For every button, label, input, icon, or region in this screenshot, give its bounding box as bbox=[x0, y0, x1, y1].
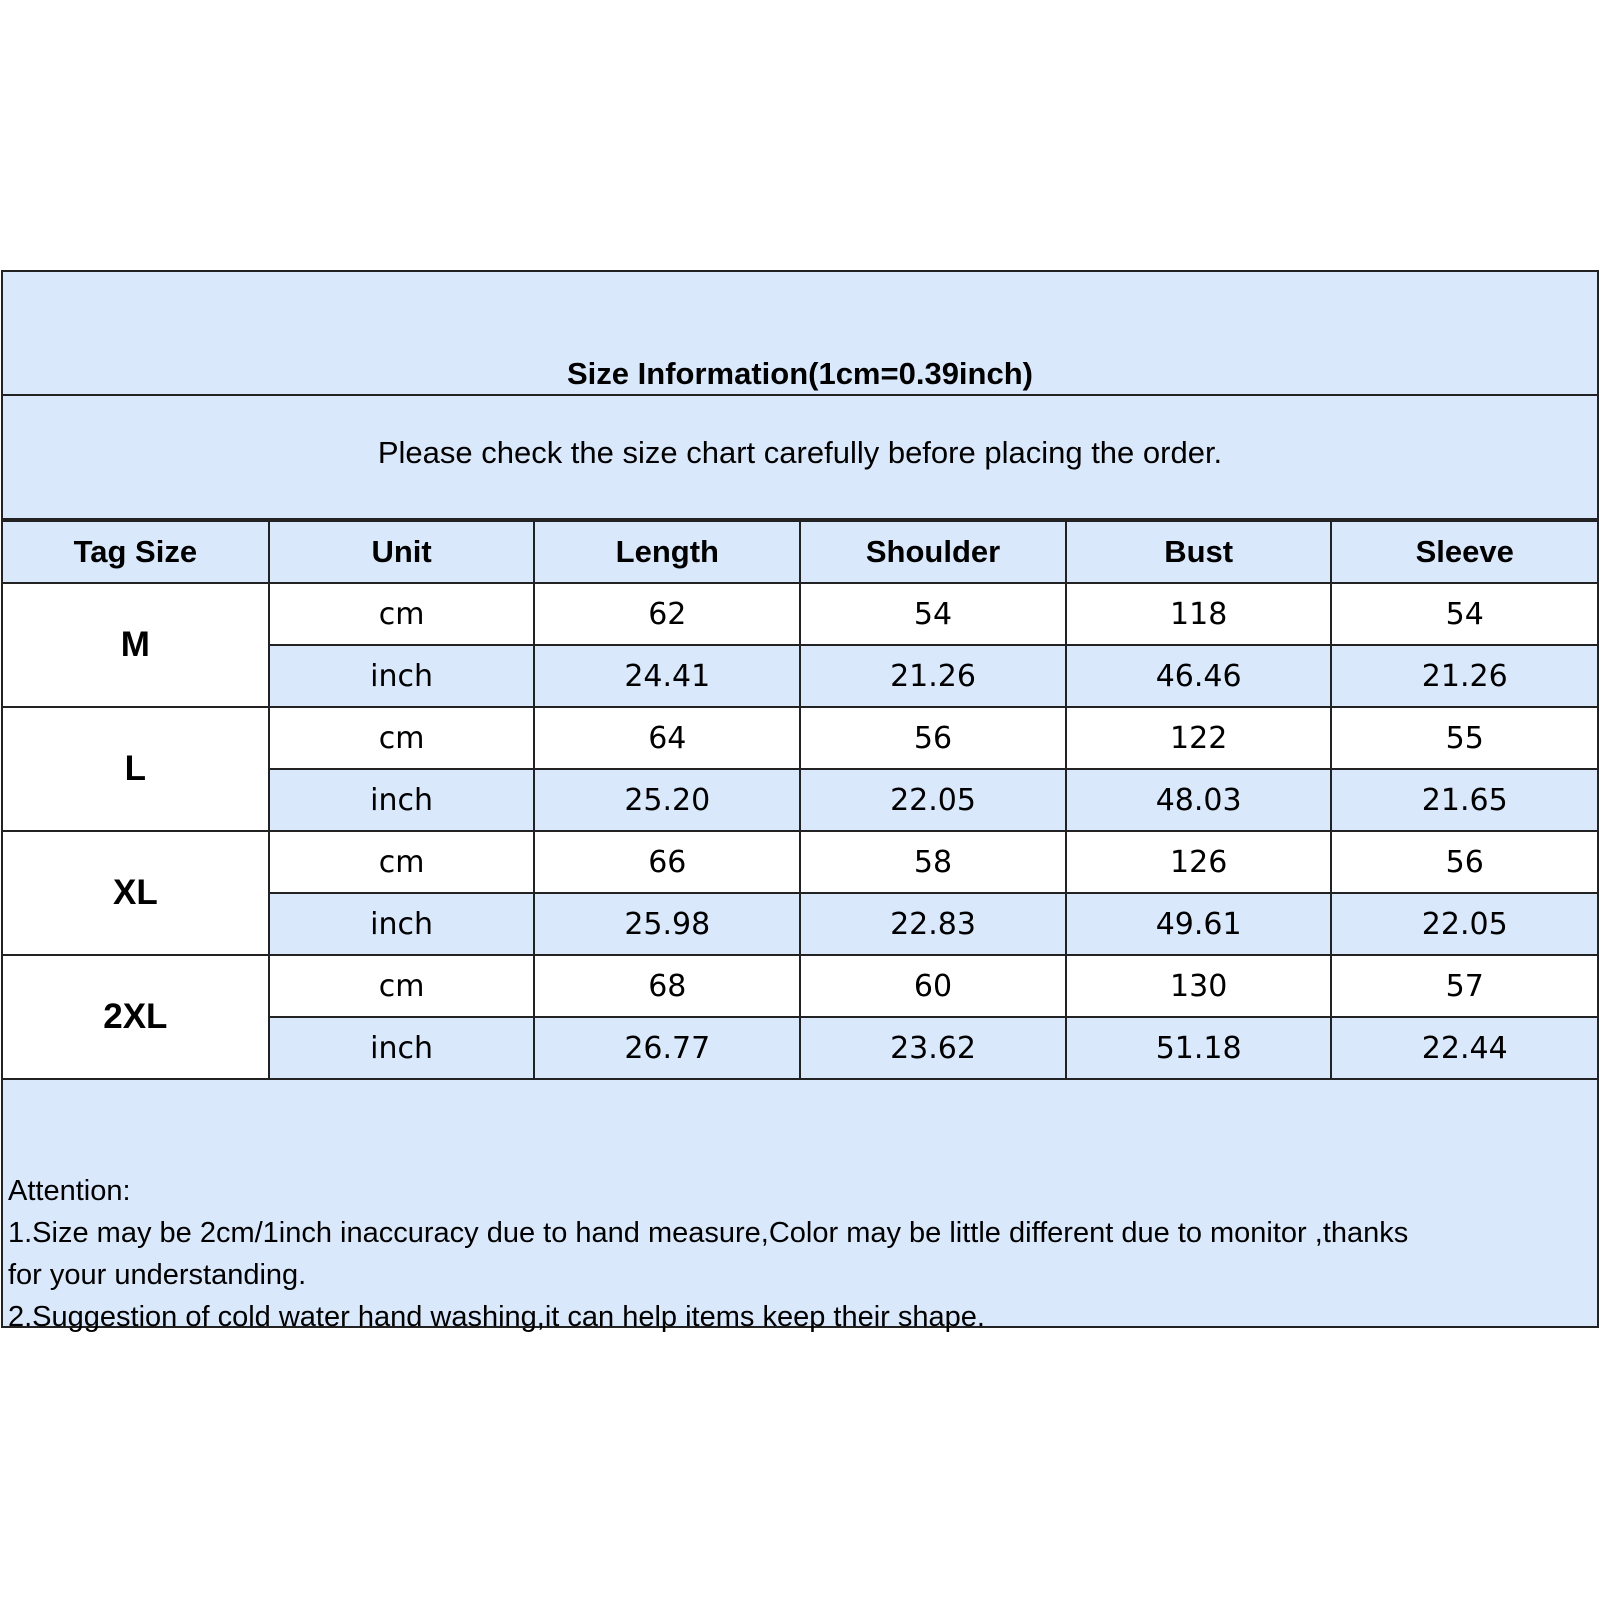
shoulder-cell: 21.26 bbox=[800, 645, 1066, 707]
attention-heading: Attention: bbox=[8, 1175, 131, 1207]
size-table bbox=[3, 520, 1597, 1080]
length-cell: 25.98 bbox=[534, 893, 800, 955]
attention-note-2: 2.Suggestion of cold water hand washing,it can help items keep their shape. bbox=[8, 1301, 985, 1333]
size-chart-sheet bbox=[1, 270, 1599, 1333]
shoulder-cell: 54 bbox=[800, 583, 1066, 645]
attention-note-1-cont: for your understanding. bbox=[8, 1259, 307, 1291]
sleeve-cell: 54 bbox=[1331, 583, 1597, 645]
attention-notes bbox=[3, 1080, 1597, 1333]
bust-cell: 122 bbox=[1066, 707, 1332, 769]
shoulder-cell: 22.05 bbox=[800, 769, 1066, 831]
shoulder-cell: 22.83 bbox=[800, 893, 1066, 955]
bust-cell: 118 bbox=[1066, 583, 1332, 645]
sleeve-cell: 55 bbox=[1331, 707, 1597, 769]
sleeve-cell: 21.65 bbox=[1331, 769, 1597, 831]
bust-cell: 46.46 bbox=[1066, 645, 1332, 707]
unit-cell: cm bbox=[269, 583, 535, 645]
header-unit: Unit bbox=[269, 521, 535, 583]
length-cell: 68 bbox=[534, 955, 800, 1017]
table-row bbox=[3, 831, 1597, 893]
unit-cell: inch bbox=[269, 645, 535, 707]
unit-cell: inch bbox=[269, 893, 535, 955]
sleeve-cell: 22.44 bbox=[1331, 1017, 1597, 1079]
header-sleeve: Sleeve bbox=[1331, 521, 1597, 583]
tag-size-cell: M bbox=[3, 583, 269, 707]
header-tag-size: Tag Size bbox=[3, 521, 269, 583]
length-cell: 64 bbox=[534, 707, 800, 769]
shoulder-cell: 58 bbox=[800, 831, 1066, 893]
sleeve-cell: 22.05 bbox=[1331, 893, 1597, 955]
attention-note-1: 1.Size may be 2cm/1inch inaccuracy due to hand measure,Color may be little different due to monitor ,thanks bbox=[8, 1217, 1409, 1249]
shoulder-cell: 60 bbox=[800, 955, 1066, 1017]
header-bust: Bust bbox=[1066, 521, 1332, 583]
bust-cell: 130 bbox=[1066, 955, 1332, 1017]
sleeve-cell: 57 bbox=[1331, 955, 1597, 1017]
length-cell: 26.77 bbox=[534, 1017, 800, 1079]
bust-cell: 126 bbox=[1066, 831, 1332, 893]
table-row bbox=[3, 707, 1597, 769]
unit-cell: cm bbox=[269, 955, 535, 1017]
tag-size-cell: 2XL bbox=[3, 955, 269, 1079]
sleeve-cell: 21.26 bbox=[1331, 645, 1597, 707]
table-row bbox=[3, 955, 1597, 1017]
length-cell: 62 bbox=[534, 583, 800, 645]
bust-cell: 51.18 bbox=[1066, 1017, 1332, 1079]
bust-cell: 48.03 bbox=[1066, 769, 1332, 831]
length-cell: 66 bbox=[534, 831, 800, 893]
length-cell: 25.20 bbox=[534, 769, 800, 831]
unit-cell: cm bbox=[269, 707, 535, 769]
shoulder-cell: 56 bbox=[800, 707, 1066, 769]
shoulder-cell: 23.62 bbox=[800, 1017, 1066, 1079]
unit-cell: inch bbox=[269, 1017, 535, 1079]
header-shoulder: Shoulder bbox=[800, 521, 1066, 583]
header-row bbox=[3, 521, 1597, 583]
size-chart-title: Size Information(1cm=0.39inch) bbox=[567, 356, 1033, 391]
tag-size-cell: L bbox=[3, 707, 269, 831]
sleeve-cell: 56 bbox=[1331, 831, 1597, 893]
notice-row bbox=[3, 396, 1597, 520]
order-notice: Please check the size chart carefully before placing the order. bbox=[377, 435, 1223, 470]
unit-cell: inch bbox=[269, 769, 535, 831]
length-cell: 24.41 bbox=[534, 645, 800, 707]
table-row bbox=[3, 583, 1597, 645]
bust-cell: 49.61 bbox=[1066, 893, 1332, 955]
header-length: Length bbox=[534, 521, 800, 583]
unit-cell: cm bbox=[269, 831, 535, 893]
tag-size-cell: XL bbox=[3, 831, 269, 955]
title-row bbox=[3, 272, 1597, 396]
